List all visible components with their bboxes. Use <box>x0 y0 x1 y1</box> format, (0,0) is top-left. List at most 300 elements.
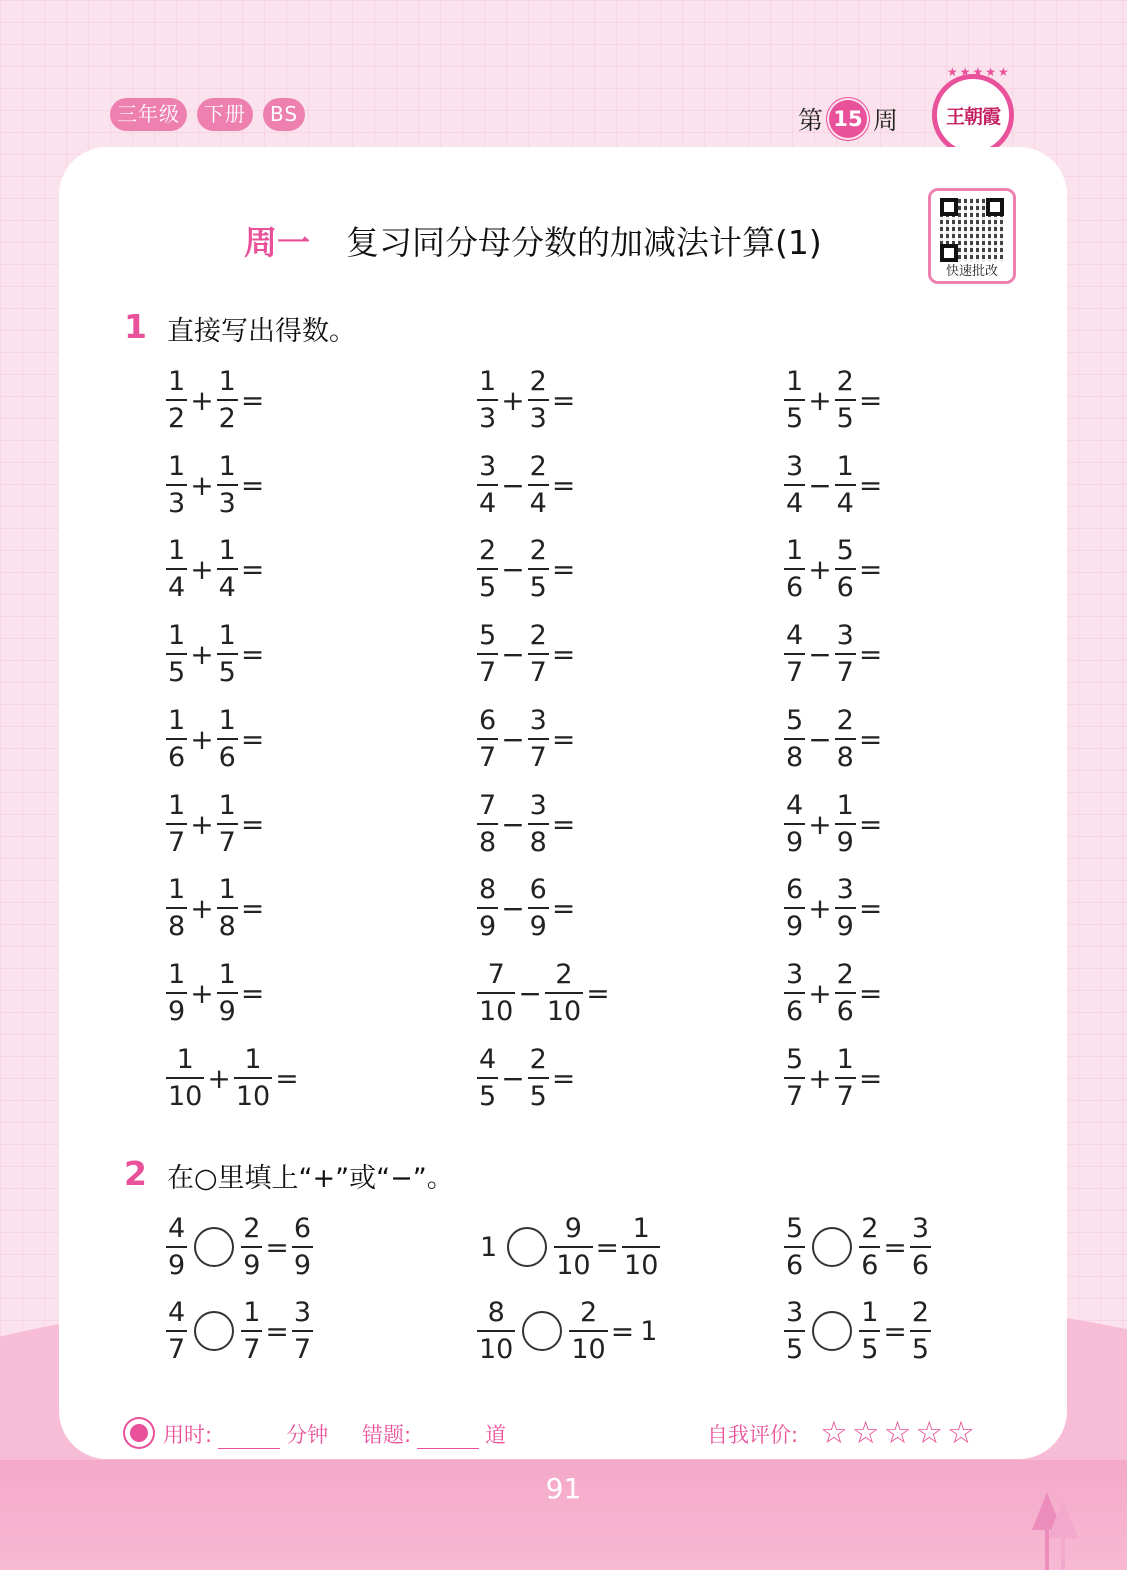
rating-stars-icon[interactable]: ☆☆☆☆☆ <box>820 1415 979 1451</box>
numerator: 2 <box>555 959 573 990</box>
week-prefix: 第 <box>798 106 824 135</box>
denominator: 6 <box>911 1250 930 1281</box>
fraction <box>783 1044 806 1112</box>
fraction-bar <box>166 823 187 825</box>
fraction-bar <box>528 1077 549 1079</box>
fraction-bar <box>784 484 805 486</box>
fraction <box>476 874 499 942</box>
operator: − <box>501 891 525 925</box>
operator: + <box>190 383 214 417</box>
denominator: 6 <box>786 572 804 603</box>
denominator: 5 <box>168 657 186 688</box>
denominator: 10 <box>479 996 514 1027</box>
equation <box>476 451 597 519</box>
fraction <box>527 620 550 688</box>
denominator: 6 <box>168 742 186 773</box>
fraction-bar <box>859 1246 880 1248</box>
denominator: 7 <box>168 827 186 858</box>
time-unit: 分钟 <box>286 1423 329 1447</box>
qr-corner-icon <box>986 198 1004 216</box>
fraction-bar <box>784 568 805 570</box>
fraction <box>476 366 499 434</box>
denominator: 7 <box>529 742 547 773</box>
fraction <box>216 366 239 434</box>
operator: − <box>501 468 525 502</box>
fraction-bar <box>528 738 549 740</box>
numerator: 5 <box>786 705 804 736</box>
numerator: 8 <box>487 1297 505 1328</box>
fraction-bar <box>166 1330 187 1332</box>
numerator: 2 <box>529 535 547 566</box>
denominator: 5 <box>836 403 854 434</box>
denominator: 3 <box>168 488 186 519</box>
equation <box>476 366 597 434</box>
equation <box>165 1044 321 1112</box>
fraction <box>165 366 188 434</box>
denominator: 2 <box>218 403 236 434</box>
fraction-bar <box>166 907 187 909</box>
denominator: 7 <box>479 657 497 688</box>
section-2-title: 在○里填上“+”或“−”。 <box>167 1163 454 1194</box>
fraction-bar <box>477 1330 515 1332</box>
qr-code[interactable] <box>928 188 1016 284</box>
fraction-bar <box>528 399 549 401</box>
numerator: 1 <box>218 535 236 566</box>
denominator: 8 <box>479 827 497 858</box>
numerator: 1 <box>218 790 236 821</box>
numerator: 1 <box>218 705 236 736</box>
numerator: 1 <box>836 1044 854 1075</box>
denominator: 7 <box>293 1334 312 1365</box>
fraction <box>240 1213 263 1281</box>
errors-field <box>362 1419 506 1449</box>
denominator: 8 <box>218 911 236 942</box>
denominator: 8 <box>786 742 804 773</box>
operator: − <box>501 1061 525 1095</box>
fraction <box>909 1297 932 1365</box>
denominator: 7 <box>836 1081 854 1112</box>
fraction-bar <box>166 399 187 401</box>
denominator: 9 <box>218 996 236 1027</box>
numerator: 2 <box>479 535 497 566</box>
fraction <box>834 705 857 773</box>
operator: − <box>501 637 525 671</box>
fraction <box>216 620 239 688</box>
fraction <box>216 705 239 773</box>
fraction <box>527 535 550 603</box>
fraction-bar <box>292 1246 313 1248</box>
operator: + <box>190 807 214 841</box>
page-title <box>244 217 822 264</box>
denominator: 9 <box>168 1250 186 1281</box>
fraction <box>216 790 239 858</box>
fraction <box>527 790 550 858</box>
numerator: 3 <box>836 874 854 905</box>
fraction-bar <box>835 738 856 740</box>
denominator: 9 <box>479 911 497 942</box>
fraction-bar <box>217 653 238 655</box>
operator-circle-blank[interactable] <box>522 1311 562 1351</box>
denominator: 4 <box>218 572 236 603</box>
equals-sign: = <box>858 637 883 671</box>
equals-sign: = <box>883 1314 907 1348</box>
equals-sign: = <box>551 552 576 586</box>
fraction-bar <box>217 907 238 909</box>
denominator: 4 <box>529 488 547 519</box>
numerator: 3 <box>786 959 804 990</box>
denominator: 9 <box>836 911 854 942</box>
equation <box>165 874 286 942</box>
fraction-bar <box>217 823 238 825</box>
fraction-bar <box>241 1246 262 1248</box>
fraction-bar <box>910 1330 931 1332</box>
section-1-title: 直接写出得数。 <box>167 316 356 347</box>
denominator: 10 <box>235 1081 271 1112</box>
fraction <box>240 1297 263 1365</box>
equation <box>783 1044 904 1112</box>
fraction-bar <box>835 484 856 486</box>
fraction <box>527 874 550 942</box>
numerator: 2 <box>836 366 854 397</box>
numerator: 3 <box>786 451 804 482</box>
denominator: 3 <box>479 403 497 434</box>
denominator: 7 <box>836 657 854 688</box>
fraction-bar <box>166 1077 204 1079</box>
numerator: 1 <box>479 366 497 397</box>
numerator: 3 <box>479 451 497 482</box>
errors-blank[interactable] <box>417 1427 479 1449</box>
numerator: 4 <box>479 1044 497 1075</box>
numerator: 1 <box>218 959 236 990</box>
logo-text: 王朝霞 <box>945 105 1000 128</box>
equals-sign: = <box>240 552 265 586</box>
qr-label: 快速批改 <box>945 264 998 279</box>
equation <box>165 705 286 773</box>
operator: + <box>808 552 832 586</box>
fraction <box>783 535 806 603</box>
operator: + <box>207 1061 231 1095</box>
denominator: 4 <box>836 488 854 519</box>
fraction-bar <box>835 1077 856 1079</box>
fraction-bar <box>477 738 498 740</box>
equals-sign: = <box>883 1230 907 1264</box>
fraction <box>165 959 188 1027</box>
operator-circle-blank[interactable] <box>194 1311 234 1351</box>
denominator: 5 <box>786 1334 804 1365</box>
fraction <box>568 1297 608 1365</box>
fill-operator-equation <box>476 1297 661 1365</box>
denominator: 9 <box>786 827 804 858</box>
numerator: 1 <box>836 451 854 482</box>
fraction <box>553 1213 593 1281</box>
numerator: 2 <box>861 1213 879 1244</box>
equals-sign: = <box>586 976 610 1010</box>
fraction <box>858 1297 881 1365</box>
fraction <box>783 451 806 519</box>
numerator: 1 <box>168 874 186 905</box>
equals-sign: = <box>858 891 883 925</box>
fraction <box>216 451 239 519</box>
fraction <box>291 1213 314 1281</box>
denominator: 6 <box>218 742 236 773</box>
operator: + <box>501 383 525 417</box>
fill-operator-equation <box>476 1213 661 1281</box>
operator-circle-blank[interactable] <box>812 1311 852 1351</box>
numerator: 1 <box>218 366 236 397</box>
numerator: 2 <box>579 1297 598 1328</box>
numerator: 2 <box>529 1044 547 1075</box>
equation <box>476 790 597 858</box>
arrow-stem <box>1045 1528 1049 1570</box>
equals-sign: = <box>551 891 576 925</box>
fraction-bar <box>528 568 549 570</box>
numerator: 1 <box>218 620 236 651</box>
operator-circle-blank[interactable] <box>507 1227 547 1267</box>
operator-circle-blank[interactable] <box>812 1227 852 1267</box>
numerator: 1 <box>244 1044 262 1075</box>
equation <box>476 874 597 942</box>
footer-bar <box>125 1415 985 1455</box>
fraction <box>216 874 239 942</box>
operator: − <box>501 807 525 841</box>
operator: − <box>808 637 832 671</box>
fraction <box>621 1213 661 1281</box>
fraction <box>527 1044 550 1112</box>
volume-chip: 下册 <box>197 98 253 131</box>
equation <box>476 959 632 1027</box>
numerator: 1 <box>168 620 186 651</box>
denominator: 3 <box>529 403 547 434</box>
fraction <box>834 620 857 688</box>
operator: + <box>808 891 832 925</box>
arrow-stem <box>1061 1528 1065 1570</box>
denominator: 7 <box>218 827 236 858</box>
fraction-bar <box>166 484 187 486</box>
fraction-bar <box>292 1330 313 1332</box>
fraction <box>165 1213 188 1281</box>
numerator: 3 <box>293 1297 312 1328</box>
numerator: 4 <box>786 790 804 821</box>
denominator: 4 <box>786 488 804 519</box>
time-field <box>163 1419 328 1449</box>
timer-icon <box>125 1419 153 1447</box>
denominator: 7 <box>168 1334 186 1365</box>
denominator: 6 <box>786 996 804 1027</box>
numerator: 2 <box>836 959 854 990</box>
denominator: 8 <box>529 827 547 858</box>
denominator: 9 <box>293 1250 312 1281</box>
errors-label: 错题: <box>362 1423 412 1447</box>
denominator: 7 <box>479 742 497 773</box>
whole-number: 1 <box>640 1315 658 1347</box>
fraction <box>834 535 857 603</box>
fraction <box>783 620 806 688</box>
denominator: 5 <box>861 1334 879 1365</box>
equation <box>783 366 904 434</box>
fraction-bar <box>835 399 856 401</box>
fraction-bar <box>784 1077 805 1079</box>
qr-corner-icon <box>940 198 958 216</box>
fraction <box>858 1213 881 1281</box>
fraction <box>834 366 857 434</box>
fraction <box>165 620 188 688</box>
equals-sign: = <box>858 722 883 756</box>
fraction-bar <box>835 568 856 570</box>
denominator: 10 <box>624 1250 659 1281</box>
equals-sign: = <box>551 722 576 756</box>
operator: + <box>190 552 214 586</box>
fraction-bar <box>477 907 498 909</box>
numerator: 5 <box>479 620 497 651</box>
numerator: 6 <box>293 1213 312 1244</box>
operator: − <box>501 722 525 756</box>
fraction-bar <box>835 653 856 655</box>
fraction <box>233 1044 273 1112</box>
denominator: 10 <box>571 1334 606 1365</box>
fraction <box>783 1213 806 1281</box>
fraction-bar <box>217 568 238 570</box>
fraction-bar <box>234 1077 272 1079</box>
fraction <box>165 790 188 858</box>
equals-sign: = <box>858 807 883 841</box>
numerator: 3 <box>836 620 854 651</box>
fraction-bar <box>166 738 187 740</box>
fraction-bar <box>784 399 805 401</box>
operator: − <box>518 976 542 1010</box>
equals-sign: = <box>240 637 265 671</box>
fraction-bar <box>528 484 549 486</box>
numerator: 2 <box>836 705 854 736</box>
fraction-bar <box>241 1330 262 1332</box>
denominator: 7 <box>243 1334 261 1365</box>
equation <box>165 451 286 519</box>
numerator: 2 <box>529 451 547 482</box>
fill-operator-equation <box>165 1213 314 1281</box>
fraction <box>165 874 188 942</box>
fraction <box>216 535 239 603</box>
denominator: 5 <box>479 572 497 603</box>
denominator: 8 <box>168 911 186 942</box>
equals-sign: = <box>240 807 265 841</box>
fraction-bar <box>477 568 498 570</box>
week-indicator <box>798 100 898 138</box>
denominator: 10 <box>546 996 582 1027</box>
fraction-bar <box>477 1077 498 1079</box>
numerator: 7 <box>487 959 505 990</box>
fraction-bar <box>784 992 805 994</box>
brand-logo <box>932 65 1014 156</box>
operator-circle-blank[interactable] <box>194 1227 234 1267</box>
fraction <box>783 366 806 434</box>
fraction <box>476 620 499 688</box>
equals-sign: = <box>858 383 883 417</box>
equation <box>476 620 597 688</box>
denominator: 9 <box>836 827 854 858</box>
equals-sign: = <box>240 468 265 502</box>
fraction-bar <box>784 823 805 825</box>
equation <box>783 959 904 1027</box>
operator: − <box>808 468 832 502</box>
title-day: 周一 <box>244 223 310 262</box>
numerator: 4 <box>786 620 804 651</box>
fraction-bar <box>477 399 498 401</box>
numerator: 5 <box>786 1044 804 1075</box>
fraction <box>476 705 499 773</box>
equation <box>783 535 904 603</box>
operator: − <box>501 552 525 586</box>
fraction <box>165 1044 205 1112</box>
fraction-bar <box>217 484 238 486</box>
equals-sign: = <box>275 1061 299 1095</box>
equals-sign: = <box>265 1230 289 1264</box>
fraction-bar <box>528 653 549 655</box>
equals-sign: = <box>240 383 265 417</box>
numerator: 1 <box>218 451 236 482</box>
fraction-bar <box>910 1246 931 1248</box>
equation <box>783 620 904 688</box>
numerator: 6 <box>529 874 547 905</box>
fraction-bar <box>528 907 549 909</box>
equation <box>165 366 286 434</box>
time-blank[interactable] <box>218 1427 280 1449</box>
fraction <box>165 1297 188 1365</box>
denominator: 6 <box>861 1250 879 1281</box>
whole-number: 1 <box>480 1231 498 1263</box>
numerator: 1 <box>632 1213 650 1244</box>
numerator: 6 <box>786 874 804 905</box>
fraction <box>834 790 857 858</box>
fraction-bar <box>477 992 515 994</box>
equals-sign: = <box>240 891 265 925</box>
fraction <box>291 1297 314 1365</box>
numerator: 1 <box>836 790 854 821</box>
fraction <box>834 959 857 1027</box>
fraction-bar <box>569 1330 607 1332</box>
denominator: 2 <box>168 403 186 434</box>
fraction <box>527 366 550 434</box>
fraction-bar <box>477 484 498 486</box>
fraction-bar <box>554 1246 592 1248</box>
numerator: 1 <box>218 874 236 905</box>
equals-sign: = <box>240 976 265 1010</box>
fraction-bar <box>859 1330 880 1332</box>
fraction <box>834 451 857 519</box>
logo-stars-icon: ★★★★★ <box>947 65 1011 79</box>
denominator: 7 <box>786 1081 804 1112</box>
equals-sign: = <box>610 1314 635 1348</box>
operator: + <box>190 468 214 502</box>
fraction <box>544 959 584 1027</box>
fraction <box>476 1044 499 1112</box>
denominator: 4 <box>168 572 186 603</box>
fraction <box>216 959 239 1027</box>
denominator: 9 <box>168 996 186 1027</box>
operator: + <box>808 383 832 417</box>
numerator: 1 <box>176 1044 194 1075</box>
errors-unit: 道 <box>485 1423 507 1447</box>
denominator: 7 <box>529 657 547 688</box>
denominator: 9 <box>243 1250 261 1281</box>
fraction-bar <box>166 568 187 570</box>
fraction-bar <box>784 653 805 655</box>
fraction-bar <box>166 992 187 994</box>
fraction-bar <box>477 823 498 825</box>
time-label: 用时: <box>163 1423 213 1447</box>
numerator: 9 <box>564 1213 582 1244</box>
numerator: 2 <box>911 1297 930 1328</box>
operator: + <box>808 1061 832 1095</box>
fraction-bar <box>217 399 238 401</box>
